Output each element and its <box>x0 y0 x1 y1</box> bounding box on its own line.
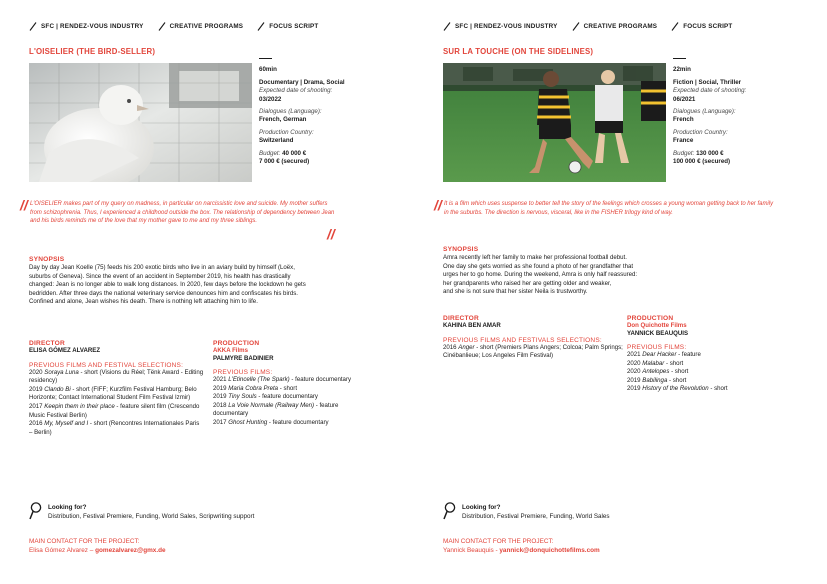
synopsis-line: and she is not sure that her sister Neila is trustworthy. <box>443 288 588 296</box>
production-company: AKKA Films <box>213 347 248 354</box>
looking-for <box>443 502 610 521</box>
slash-icon <box>443 22 451 31</box>
director-quote <box>20 197 340 242</box>
producer-name: YANNICK BEAUQUIS <box>627 329 689 337</box>
looking-for-value: Distribution, Festival Premiere, Funding, World Sales <box>462 513 610 520</box>
synopsis-line: One day she gets worried as she found a photo of her grandfather that <box>443 262 634 270</box>
contact-heading: MAIN CONTACT FOR THE PROJECT: <box>443 538 554 545</box>
looking-for-label: Looking for? <box>462 504 501 511</box>
director-block <box>29 340 204 437</box>
film-specs <box>673 58 823 166</box>
production-heading: PRODUCTION <box>627 315 674 322</box>
contact-email[interactable]: gomezalvarez@gmx.de <box>95 547 166 554</box>
breadcrumb-nav <box>29 22 318 31</box>
synopsis-text: Day by day Jean Koelle (75) feeds his 200 exotic birds who live in an aviary build by himself (Loëx, suburbs of Geneva). Since the event of an accident in September 2019, his health has drastically changed: Jean is no longer able to walk long distances. In 2020, few days before the lockdown he gets bedridden. After three days the national veterinary service denounces him and confiscates his birds. Confined and alone, Jean wishes his death. There is nothing left attaching him to life. <box>29 264 306 306</box>
nav-item-creative-programs[interactable] <box>158 22 244 31</box>
production-company: Don Quichotte Films <box>627 322 687 329</box>
budget-secured: 7 000 € (secured) <box>259 157 310 165</box>
main-contact: MAIN CONTACT FOR THE PROJECT: Yannick Beauquis - yannick@donquichottefilms.com <box>443 538 600 554</box>
director-quote <box>434 197 774 217</box>
dialogue-label: Dialogues (Language): <box>673 107 736 115</box>
production-block <box>213 340 373 428</box>
breadcrumb-nav <box>443 22 732 31</box>
football-match-photo-icon <box>443 63 666 182</box>
quote-open-icon: // <box>434 197 442 213</box>
film-entry: 2017 Keepin them in their place - feature silent film (Crescendo Music Festival Berlin) <box>29 402 200 419</box>
synopsis-line: urges her to go home. During the weekend, Amra is only half reassured: <box>443 271 638 279</box>
director-name: ELISA GÓMEZ ALVAREZ <box>29 347 101 354</box>
film-entry: 2016 Anger - short (Premiers Plans Angers; Colcoa; Palm Springs; Cinébanlieue; Los Angeles Film Festival) <box>443 343 623 360</box>
film-entry: 2021 L'Etincelle (The Spark) - feature documentary <box>213 376 352 384</box>
country-value: France <box>673 137 694 145</box>
nav-label: SFC | RENDEZ-VOUS INDUSTRY <box>41 23 144 30</box>
divider <box>259 58 272 59</box>
budget-value: 130 000 € <box>696 149 724 157</box>
director-films-heading: PREVIOUS FILMS AND FESTIVAL SELECTIONS: <box>29 361 184 369</box>
film-entry: 2020 Soraya Luna - short (Visions du Réel; Tënk Award - Editing residency) <box>29 368 204 385</box>
quote-text: It is a film which uses suspense to better tell the story of the feelings which crosses a young woman getting back to her family in the suburbs. The direction is nervous, visceral, like in the FISHER trilogy kind of way. <box>444 201 774 216</box>
director-heading: DIRECTOR <box>443 315 479 322</box>
film-title: L'OISELIER (THE BIRD-SELLER) <box>29 47 156 56</box>
contact-name: Yannick Beauquis <box>443 547 494 554</box>
nav-label: CREATIVE PROGRAMS <box>583 23 658 30</box>
shooting-date-label: Expected date of shooting: <box>673 87 747 95</box>
budget-label: Budget: <box>259 149 281 157</box>
looking-for-value: Distribution, Festival Premiere, Funding, World Sales, Scripwriting support <box>48 513 255 520</box>
nav-item-creative-programs[interactable] <box>572 22 658 31</box>
film-still-bird <box>29 63 252 182</box>
budget-label: Budget: <box>673 149 695 157</box>
synopsis-line: Amra recently left her family to make her professional football debut. <box>443 254 627 261</box>
genre: Documentary | Drama, Social <box>259 78 345 86</box>
left-page <box>0 0 413 584</box>
production-block <box>627 315 797 394</box>
nav-label: FOCUS SCRIPT <box>269 23 319 30</box>
film-specs <box>259 58 409 166</box>
production-films-heading: PREVIOUS FILMS: <box>627 344 687 352</box>
quote-close-icon: // <box>327 226 335 242</box>
film-entry: 2019 Clando Bi - short (FIFF; Kurzfilm Festival Hamburg; Belo Horizonte; Contact International Student Film Festival Izmir) <box>29 385 197 402</box>
quote-open-icon: // <box>20 197 28 213</box>
synopsis-text <box>443 254 743 297</box>
budget-secured: 100 000 € (secured) <box>673 157 731 165</box>
film-entry: 2016 My, Myself and I - short (Rencontres Internationales Paris – Berlin) <box>29 420 200 436</box>
shooting-date-label: Expected date of shooting: <box>259 87 333 95</box>
nav-label: SFC | RENDEZ-VOUS INDUSTRY <box>455 23 558 30</box>
contact-heading: MAIN CONTACT FOR THE PROJECT: <box>29 538 140 545</box>
right-page <box>414 0 827 584</box>
magnifier-icon <box>443 502 456 520</box>
nav-item-sfc[interactable] <box>443 22 558 31</box>
film-entry: 2017 Ghost Hunting - feature documentary <box>213 419 329 427</box>
shooting-date-value: 03/2022 <box>259 95 282 103</box>
nav-label: FOCUS SCRIPT <box>683 23 733 30</box>
runtime: 22min <box>673 66 691 74</box>
slash-icon <box>158 22 166 31</box>
genre: Fiction | Social, Thriller <box>673 78 742 86</box>
budget-value: 40 000 € <box>282 149 307 157</box>
synopsis-line: her grandparents who raised her are getting older and weaker, <box>443 279 612 287</box>
film-entry: 2019 History of the Revolution - short <box>627 385 728 393</box>
country-label: Production Country: <box>673 128 728 136</box>
film-entry: 2018 La Voie Normale (Railway Men) - feature documentary <box>213 401 339 418</box>
nav-label: CREATIVE PROGRAMS <box>169 23 244 30</box>
film-entry: 2020 Antelopes - short <box>627 368 689 376</box>
dialogue-label: Dialogues (Language): <box>259 107 322 115</box>
quote-text: L'OISELIER makes part of my query on madness, in particular on narcissistic love and suicide. My mother suffers from schizophrenia. Thus, I experienced a childhood outside the box. The relationship of dependency between Jean and his birds reminds me of the love that my mother gave to me and my three siblings. <box>30 201 335 224</box>
looking-for-label: Looking for? <box>48 504 87 511</box>
country-value: Switzerland <box>259 137 294 145</box>
producer-name: PALMYRE BADINIER <box>213 354 274 362</box>
dialogue-value: French <box>673 116 694 124</box>
film-entry: 2019 Babilinga - short <box>627 376 687 384</box>
director-films-heading: PREVIOUS FILMS AND FESTIVALS SELECTIONS: <box>443 336 602 344</box>
film-entry: 2021 Dear Hacker - feature <box>627 351 701 359</box>
film-entry: 2019 Maria Cobra Preta - short <box>213 384 298 392</box>
nav-item-focus-script[interactable] <box>257 22 318 31</box>
divider <box>673 58 686 59</box>
country-label: Production Country: <box>259 128 314 136</box>
director-name: KAHINA BEN AMAR <box>443 322 501 329</box>
main-contact: MAIN CONTACT FOR THE PROJECT: Elisa Gómez Alvarez – gomezalvarez@gmx.de <box>29 538 166 554</box>
synopsis-heading: SYNOPSIS <box>443 246 479 253</box>
shooting-date-value: 06/2021 <box>673 95 696 103</box>
synopsis-heading: SYNOPSIS <box>29 256 65 263</box>
dialogue-value: French, German <box>259 116 307 124</box>
film-entry: 2019 Tiny Souls - feature documentary <box>213 393 318 401</box>
director-heading: DIRECTOR <box>29 340 65 347</box>
production-heading: PRODUCTION <box>213 340 260 347</box>
film-still-football <box>443 63 666 182</box>
slash-icon <box>29 22 37 31</box>
nav-item-sfc[interactable] <box>29 22 144 31</box>
slash-icon <box>257 22 265 31</box>
film-entry: 2020 Malabar - short <box>627 359 684 367</box>
contact-name: Elisa Gómez Alvarez <box>29 547 88 554</box>
production-films-heading: PREVIOUS FILMS: <box>213 369 273 377</box>
magnifier-icon <box>29 502 42 520</box>
runtime: 60min <box>259 66 277 74</box>
slash-icon <box>671 22 679 31</box>
film-title: SUR LA TOUCHE (ON THE SIDELINES) <box>443 47 594 56</box>
player-right <box>641 81 666 121</box>
white-bird-photo-icon <box>29 63 252 182</box>
looking-for <box>29 502 254 521</box>
director-block <box>443 315 623 361</box>
slash-icon <box>572 22 580 31</box>
contact-email[interactable]: yannick@donquichottefilms.com <box>499 547 600 554</box>
nav-item-focus-script[interactable] <box>671 22 732 31</box>
